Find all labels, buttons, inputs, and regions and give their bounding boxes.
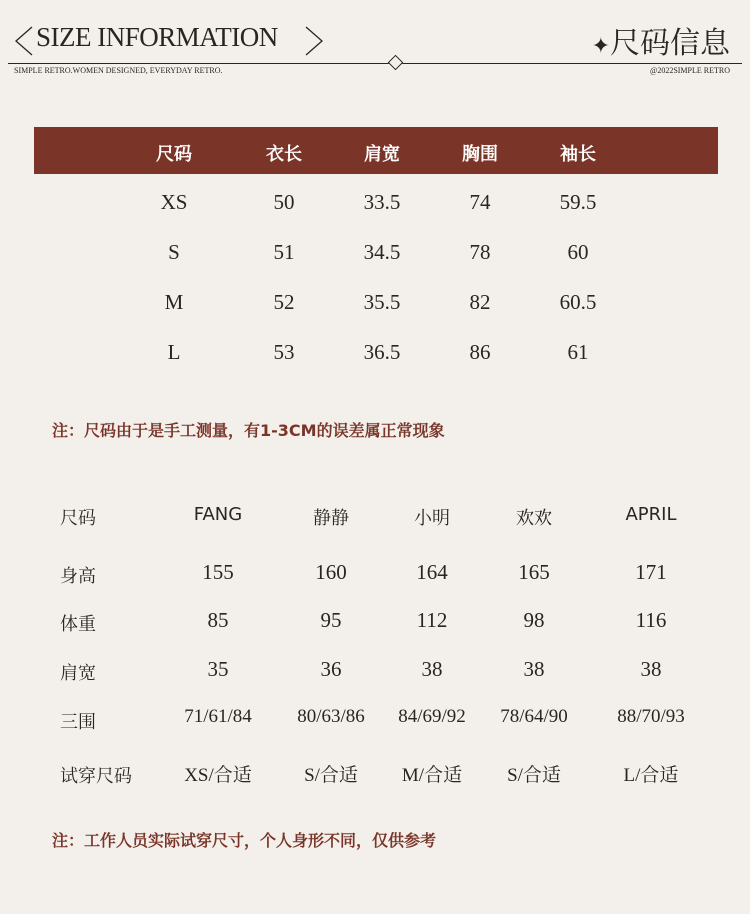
model-table-cell: 38: [640, 657, 662, 681]
model-table-cell: 164: [416, 560, 448, 584]
size-table-column-header: 尺码: [156, 144, 192, 165]
size-table-cell: 53: [273, 340, 295, 364]
model-table-header-label: 尺码: [60, 508, 96, 529]
model-table-cell: 171: [635, 560, 667, 584]
model-table-cell: 116: [635, 608, 667, 632]
size-table-cell: 60: [567, 240, 589, 264]
model-table-cell: S/合适: [507, 765, 561, 786]
size-table-cell: 34.5: [363, 240, 401, 264]
model-table-cell: XS/合适: [184, 765, 252, 786]
size-table-cell: 33.5: [363, 190, 401, 214]
model-table-cell: 165: [518, 560, 550, 584]
model-table-cell: 36: [320, 657, 342, 681]
size-table-cell: 60.5: [559, 290, 597, 314]
model-table-cell: 38: [421, 657, 443, 681]
model-table-cell: 160: [315, 560, 347, 584]
model-name: FANG: [193, 504, 243, 525]
model-table-cell: 38: [523, 657, 545, 681]
size-table-cell: 86: [469, 340, 491, 364]
model-name: 欢欢: [516, 508, 552, 529]
model-row-label: 体重: [60, 614, 96, 635]
page-title-cn: [592, 18, 730, 62]
note-measurement: 注：尺码由于是手工测量，有1-3CM的误差属正常现象: [52, 421, 445, 440]
left-bracket-icon: [12, 26, 34, 56]
model-name: 静静: [313, 508, 349, 529]
size-label: XS: [160, 190, 188, 214]
model-table-cell: 35: [207, 657, 229, 681]
model-table-cell: 88/70/93: [617, 706, 685, 727]
model-row-label: 身高: [60, 566, 96, 587]
size-table-column-header: 胸围: [462, 144, 498, 165]
right-bracket-icon: [304, 26, 326, 56]
size-table-cell: 61: [567, 340, 589, 364]
model-table-cell: 78/64/90: [500, 706, 568, 727]
model-name: 小明: [414, 508, 450, 529]
size-table-cell: 50: [273, 190, 295, 214]
size-table-column-header: 肩宽: [364, 144, 400, 165]
model-table-cell: 98: [523, 608, 545, 632]
size-table-cell: 52: [273, 290, 295, 314]
size-table-column-header: 衣长: [266, 144, 302, 165]
note-fitting: 注：工作人员实际试穿尺寸，个人身形不同，仅供参考: [52, 831, 437, 850]
title-cn-text: 尺码信息: [610, 26, 730, 61]
size-table-cell: 82: [469, 290, 491, 314]
model-table-cell: 85: [207, 608, 229, 632]
size-table-cell: 51: [273, 240, 295, 264]
size-label: L: [167, 340, 181, 364]
model-row-label: 三围: [60, 712, 96, 733]
model-table-cell: 155: [202, 560, 234, 584]
model-table-cell: 71/61/84: [184, 706, 252, 727]
size-table-cell: 59.5: [559, 190, 597, 214]
size-table-cell: 78: [469, 240, 491, 264]
header-divider: [8, 63, 742, 64]
model-table-cell: 112: [416, 608, 448, 632]
model-table-cell: 95: [320, 608, 342, 632]
model-row-label: 肩宽: [60, 663, 96, 684]
tagline: SIMPLE RETRO.WOMEN DESIGNED, EVERYDAY RETRO.: [14, 66, 223, 75]
model-table-cell: 84/69/92: [398, 706, 466, 727]
size-table-cell: 74: [469, 190, 491, 214]
size-table-column-header: 袖长: [560, 144, 596, 165]
model-table-cell: M/合适: [401, 765, 463, 786]
star-icon: ✦: [591, 34, 610, 59]
size-table-cell: 36.5: [363, 340, 401, 364]
copyright: @2022SIMPLE RETRO: [649, 66, 730, 75]
size-table-cell: 35.5: [363, 290, 401, 314]
page-title: SIZE INFORMATION: [36, 22, 278, 52]
size-label: S: [168, 240, 180, 264]
diamond-icon: [388, 55, 404, 71]
model-table-cell: L/合适: [623, 765, 679, 786]
size-label: M: [164, 290, 184, 314]
model-table-cell: 80/63/86: [297, 706, 365, 727]
model-table-cell: S/合适: [304, 765, 358, 786]
model-row-label: 试穿尺码: [60, 766, 132, 787]
model-name: APRIL: [625, 504, 677, 525]
